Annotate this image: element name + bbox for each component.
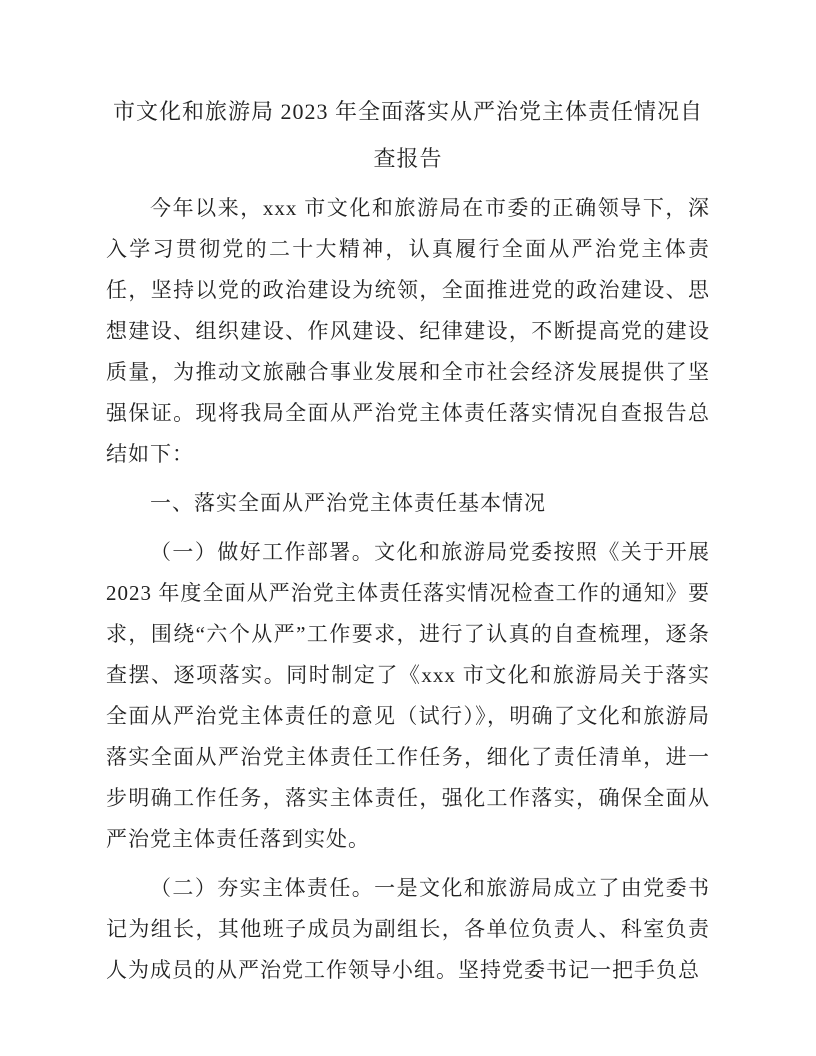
paragraph-intro: 今年以来，xxx 市文化和旅游局在市委的正确领导下，深入学习贯彻党的二十大精神，认真履行全面从严治党主体责任，坚持以党的政治建设为统领，全面推进党的政治建设、思想建设、组织建设、作风建设、纪律建设，不断提高党的建设质量，为推动文旅融合事业发展和全市社会经济发展提供了坚强保证。现将我局全面从严治党主体责任落实情况自查报告总结如下： — [106, 196, 710, 466]
paragraph-item-2: （二）夯实主体责任。一是文化和旅游局成立了由党委书记为组长，其他班子成员为副组长，各单位负责人、科室负责人为成员的从严治党工作领导小组。坚持党委书记一把手负总 — [106, 876, 710, 982]
section-heading-1: 一、落实全面从严治党主体责任基本情况 — [150, 491, 546, 515]
document-title: 市文化和旅游局 2023 年全面落实从严治党主体责任情况自查报告 — [112, 99, 703, 171]
paragraph-item-1: （一）做好工作部署。文化和旅游局党委按照《关于开展 2023 年度全面从严治党主体责任落实情况检查工作的通知》要求，围绕“六个从严”工作要求，进行了认真的自查梳理，逐条查摆、逐项落实。同时制定了《xxx 市文化和旅游局关于落实全面从严治党主体责任的意见（试行）》，明确了文化和旅游局落实全面从严治党主体责任工作任务，细化了责任清单，进一步明确工作任务，落实主体责任，强化工作落实，确保全面从严治党主体责任落到实处。 — [106, 540, 710, 851]
